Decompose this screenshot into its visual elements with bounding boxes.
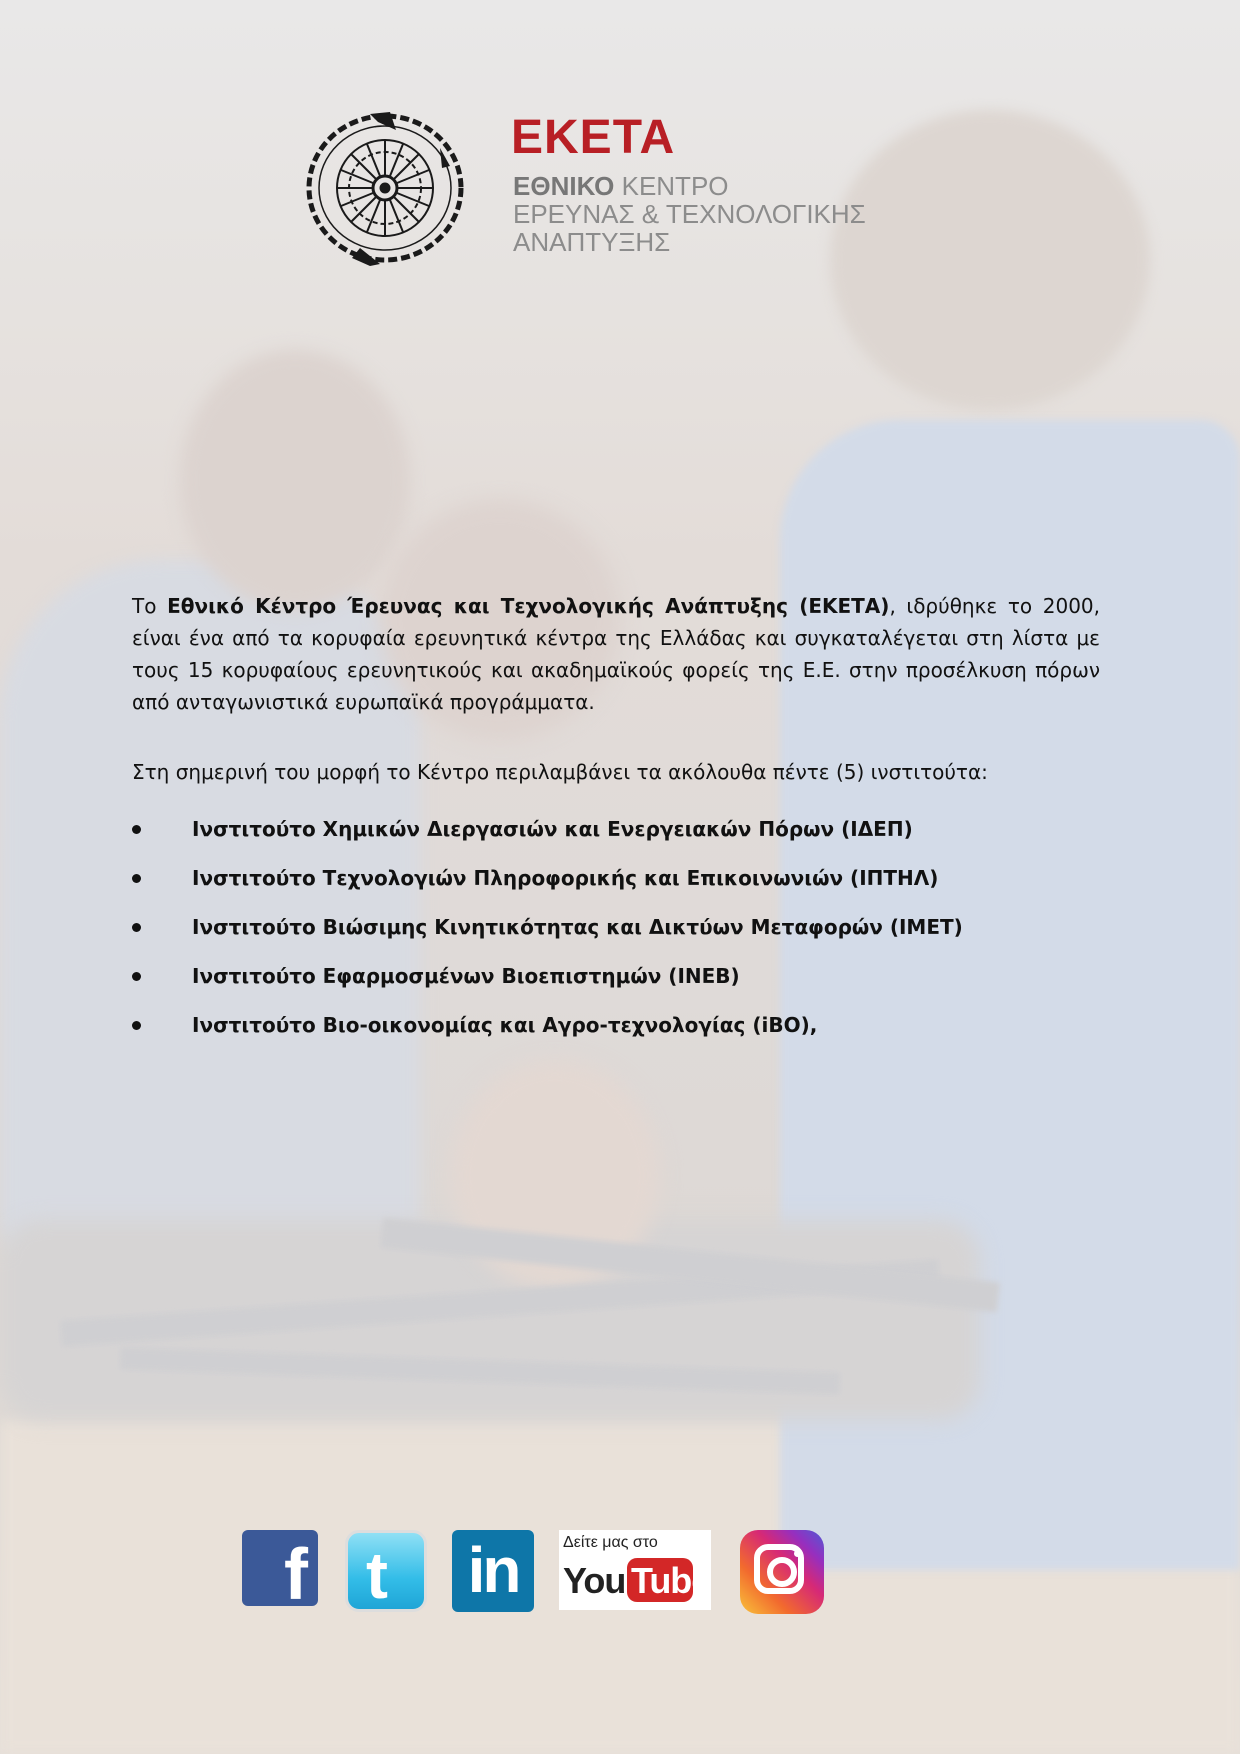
twitter-glyph: t bbox=[366, 1538, 388, 1612]
list-item bbox=[132, 863, 1100, 893]
youtube-tube: Tube bbox=[631, 1560, 711, 1601]
instagram-icon[interactable] bbox=[740, 1530, 824, 1614]
institutes-intro: Στη σημερινή του μορφή το Κέντρο περιλαμβάνει τα ακόλουθα πέντε (5) ινστιτούτα: bbox=[132, 760, 988, 784]
list-item bbox=[132, 912, 1100, 942]
institute-name: Ινστιτούτο Τεχνολογιών Πληροφορικής και Επικοινωνιών (ΙΠΤΗΛ) bbox=[192, 866, 939, 890]
brand-subtitle bbox=[513, 172, 866, 256]
brand-line-3: ΑΝΑΠΤΥΞΗΣ bbox=[513, 227, 671, 257]
brand-line-1-strong: ΕΘΝΙΚΟ bbox=[513, 171, 615, 201]
intro-paragraph bbox=[132, 590, 1100, 718]
intro-rest: , ιδρύθηκε το 2000, είναι ένα από τα κορυφαία ερευνητικά κέντρα της Ελλάδας και συγκαταλέγεται στη λίστα με τους 15 κορυφαίους ερευνητικούς και ακαδημαϊκούς φορείς της Ε.Ε. στην προσέλκυση πόρων από ανταγωνιστικά ευρωπαϊκά προγράμματα. bbox=[132, 594, 1101, 714]
intro-prefix: Το bbox=[132, 594, 168, 618]
brand-title: ΕΚΕΤΑ bbox=[511, 111, 676, 164]
list-item bbox=[132, 961, 1100, 991]
bullet-icon bbox=[132, 923, 141, 932]
youtube-you: You bbox=[563, 1560, 626, 1601]
linkedin-glyph: in bbox=[467, 1534, 519, 1606]
bullet-icon bbox=[132, 874, 141, 883]
institute-name: Ινστιτούτο Βιο-οικονομίας και Αγρο-τεχνολογίας (iBO), bbox=[192, 1013, 818, 1037]
youtube-icon[interactable] bbox=[559, 1530, 711, 1610]
social-links bbox=[240, 1530, 840, 1616]
intro-org-name: Εθνικό Κέντρο Έρευνας και Τεχνολογικής Ανάπτυξης (ΕΚΕΤΑ) bbox=[167, 594, 890, 618]
institute-name: Ινστιτούτο Χημικών Διεργασιών και Ενεργειακών Πόρων (ΙΔΕΠ) bbox=[192, 817, 913, 841]
brand-line-1 bbox=[513, 172, 866, 200]
rosette-seal-icon bbox=[300, 108, 470, 268]
list-item bbox=[132, 1010, 1100, 1040]
institutes-list bbox=[132, 814, 1100, 1040]
institute-name: Ινστιτούτο Βιώσιμης Κινητικότητας και Δικτύων Μεταφορών (ΙΜΕΤ) bbox=[192, 915, 963, 939]
twitter-icon[interactable] bbox=[345, 1530, 427, 1612]
facebook-glyph: f bbox=[284, 1535, 308, 1606]
main-content bbox=[132, 590, 1100, 1059]
youtube-caption: Δείτε μας στο bbox=[563, 1534, 658, 1551]
linkedin-icon[interactable] bbox=[452, 1530, 534, 1612]
bullet-icon bbox=[132, 1021, 141, 1030]
facebook-icon[interactable] bbox=[242, 1530, 318, 1606]
brand-line-1-rest: ΚΕΝΤΡΟ bbox=[614, 171, 729, 201]
institute-name: Ινστιτούτο Εφαρμοσμένων Βιοεπιστημών (ΙΝΕΒ) bbox=[192, 964, 740, 988]
instagram-flash bbox=[794, 1550, 801, 1557]
instagram-lens bbox=[767, 1557, 797, 1587]
bullet-icon bbox=[132, 825, 141, 834]
brand-line-2: ΕΡΕΥΝΑΣ & ΤΕΧΝΟΛΟΓΙΚΗΣ bbox=[513, 199, 866, 229]
youtube-tube-badge bbox=[627, 1558, 711, 1602]
list-item bbox=[132, 814, 1100, 844]
bullet-icon bbox=[132, 972, 141, 981]
